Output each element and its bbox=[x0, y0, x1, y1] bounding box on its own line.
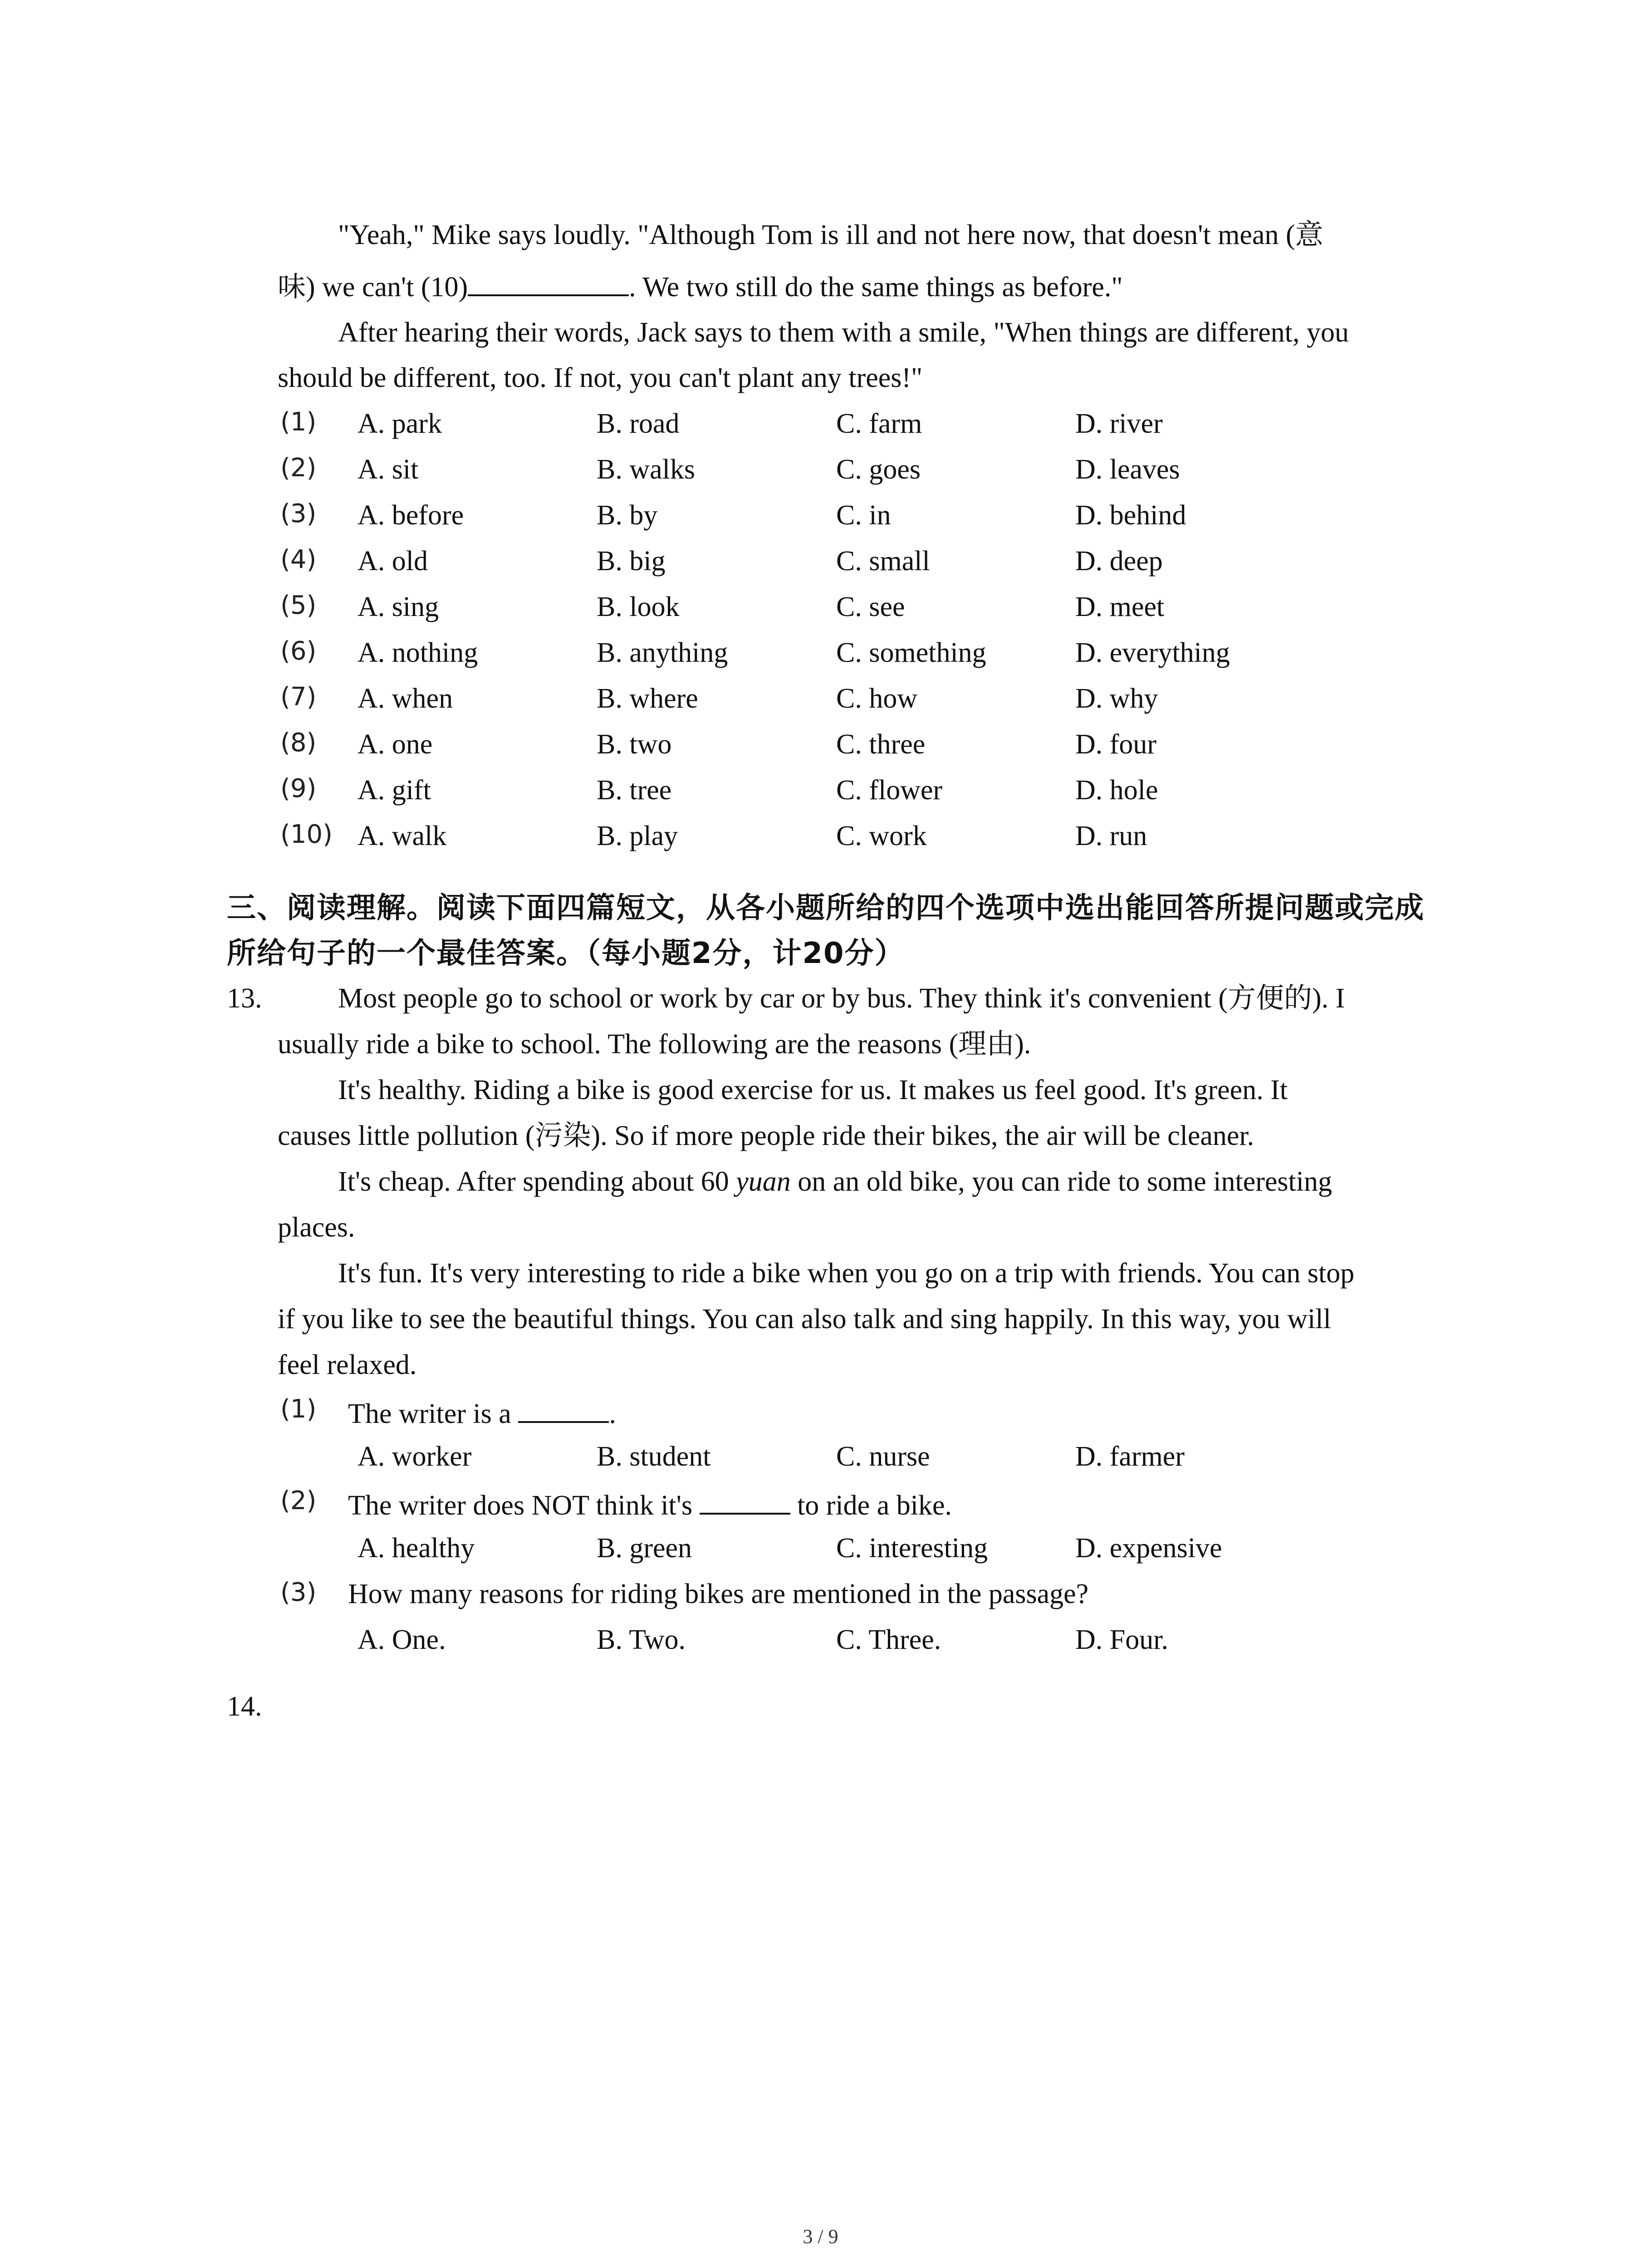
question-number: (3) bbox=[280, 1578, 317, 1607]
option-d: D. why bbox=[1075, 683, 1158, 714]
option-a: A. sit bbox=[358, 454, 419, 485]
question-number: (3) bbox=[280, 499, 317, 528]
answer-blank bbox=[700, 1488, 790, 1515]
option-c: C. small bbox=[836, 546, 930, 577]
page-number: 3 / 9 bbox=[803, 2225, 838, 2248]
passage-line: should be different, too. If not, you can't plant any trees!" bbox=[278, 362, 923, 393]
option-c: C. Three. bbox=[836, 1624, 941, 1655]
option-b: B. student bbox=[597, 1441, 711, 1472]
section-heading: 所给句子的一个最佳答案。（每小题2分，计20分） bbox=[227, 937, 905, 970]
passage-line: "Yeah," Mike says loudly. "Although Tom is ill and not here now, that doesn't mean (意 bbox=[338, 220, 1323, 250]
option-d: D. meet bbox=[1075, 591, 1165, 622]
option-b: B. where bbox=[597, 683, 698, 714]
option-a: A. healthy bbox=[358, 1533, 475, 1564]
question-stem: How many reasons for riding bikes are mentioned in the passage? bbox=[348, 1579, 1089, 1609]
option-d: D. leaves bbox=[1075, 454, 1180, 485]
option-d: D. deep bbox=[1075, 546, 1163, 577]
option-c: C. flower bbox=[836, 775, 943, 806]
option-a: A. before bbox=[358, 500, 464, 531]
option-d: D. run bbox=[1075, 821, 1147, 851]
question-number: (5) bbox=[280, 591, 317, 620]
passage-line: feel relaxed. bbox=[278, 1349, 417, 1380]
option-d: D. everything bbox=[1075, 637, 1230, 668]
question-stem: The writer does NOT think it's to ride a bike. bbox=[348, 1488, 952, 1520]
option-b: B. road bbox=[597, 408, 680, 439]
option-a: A. walk bbox=[358, 821, 447, 851]
option-d: D. behind bbox=[1075, 500, 1186, 531]
question-number: (4) bbox=[280, 545, 317, 574]
passage-line: causes little pollution (污染). So if more people ride their bikes, the air will be cleaner. bbox=[278, 1120, 1254, 1151]
question-number: (9) bbox=[280, 774, 317, 803]
option-a: A. gift bbox=[358, 775, 431, 806]
option-b: B. look bbox=[597, 591, 680, 622]
option-d: D. farmer bbox=[1075, 1441, 1185, 1472]
passage-line: It's cheap. After spending about 60 yuan on an old bike, you can ride to some interesting bbox=[338, 1166, 1332, 1197]
option-d: D. expensive bbox=[1075, 1533, 1222, 1564]
option-b: B. anything bbox=[597, 637, 728, 668]
question-stem: The writer is a . bbox=[348, 1397, 616, 1428]
option-c: C. goes bbox=[836, 454, 921, 485]
option-b: B. big bbox=[597, 546, 666, 577]
question-number: (2) bbox=[280, 453, 317, 483]
question-number: (1) bbox=[280, 407, 317, 437]
option-c: C. farm bbox=[836, 408, 922, 439]
option-c: C. three bbox=[836, 729, 926, 760]
option-b: B. tree bbox=[597, 775, 672, 806]
passage-line: 味) we can't (10) . We two still do the same things as before." bbox=[278, 270, 1123, 301]
question-number-14: 14. bbox=[227, 1691, 262, 1722]
option-c: C. in bbox=[836, 500, 891, 531]
section-heading: 三、阅读理解。阅读下面四篇短文，从各小题所给的四个选项中选出能回答所提问题或完成 bbox=[227, 891, 1425, 925]
question-number: (10) bbox=[280, 820, 333, 849]
option-d: D. four bbox=[1075, 729, 1157, 760]
passage-line: usually ride a bike to school. The following are the reasons (理由). bbox=[278, 1029, 1031, 1060]
option-a: A. when bbox=[358, 683, 453, 714]
option-d: D. river bbox=[1075, 408, 1163, 439]
option-d: D. Four. bbox=[1075, 1624, 1168, 1655]
question-number-13: 13. bbox=[227, 983, 262, 1014]
option-a: A. nothing bbox=[358, 637, 478, 668]
question-number: (7) bbox=[280, 682, 317, 712]
option-c: C. interesting bbox=[836, 1533, 988, 1564]
passage-line: places. bbox=[278, 1212, 355, 1243]
answer-blank bbox=[468, 270, 629, 296]
question-number: (8) bbox=[280, 728, 317, 758]
option-a: A. worker bbox=[358, 1441, 472, 1472]
answer-blank bbox=[518, 1397, 609, 1423]
passage-line: Most people go to school or work by car or by bus. They think it's convenient (方便的). I bbox=[338, 983, 1345, 1014]
option-b: B. two bbox=[597, 729, 672, 760]
option-b: B. by bbox=[597, 500, 658, 531]
option-c: C. something bbox=[836, 637, 986, 668]
question-number: (6) bbox=[280, 636, 317, 666]
option-a: A. one bbox=[358, 729, 433, 760]
option-a: A. sing bbox=[358, 591, 439, 622]
option-b: B. play bbox=[597, 821, 678, 851]
option-b: B. walks bbox=[597, 454, 695, 485]
option-c: C. how bbox=[836, 683, 918, 714]
passage-line: if you like to see the beautiful things. You can also talk and sing happily. In this way, you will bbox=[278, 1304, 1331, 1334]
option-a: A. park bbox=[358, 408, 442, 439]
option-a: A. One. bbox=[358, 1624, 446, 1655]
option-d: D. hole bbox=[1075, 775, 1158, 806]
option-b: B. Two. bbox=[597, 1624, 686, 1655]
option-b: B. green bbox=[597, 1533, 692, 1564]
question-number: (2) bbox=[280, 1486, 317, 1515]
question-number: (1) bbox=[280, 1394, 317, 1424]
option-a: A. old bbox=[358, 546, 428, 577]
passage-line: After hearing their words, Jack says to them with a smile, "When things are different, you bbox=[338, 317, 1349, 348]
passage-line: It's fun. It's very interesting to ride a bike when you go on a trip with friends. You can stop bbox=[338, 1258, 1355, 1289]
option-c: C. work bbox=[836, 821, 927, 851]
option-c: C. nurse bbox=[836, 1441, 930, 1472]
option-c: C. see bbox=[836, 591, 905, 622]
passage-line: It's healthy. Riding a bike is good exercise for us. It makes us feel good. It's green. It bbox=[338, 1075, 1288, 1105]
